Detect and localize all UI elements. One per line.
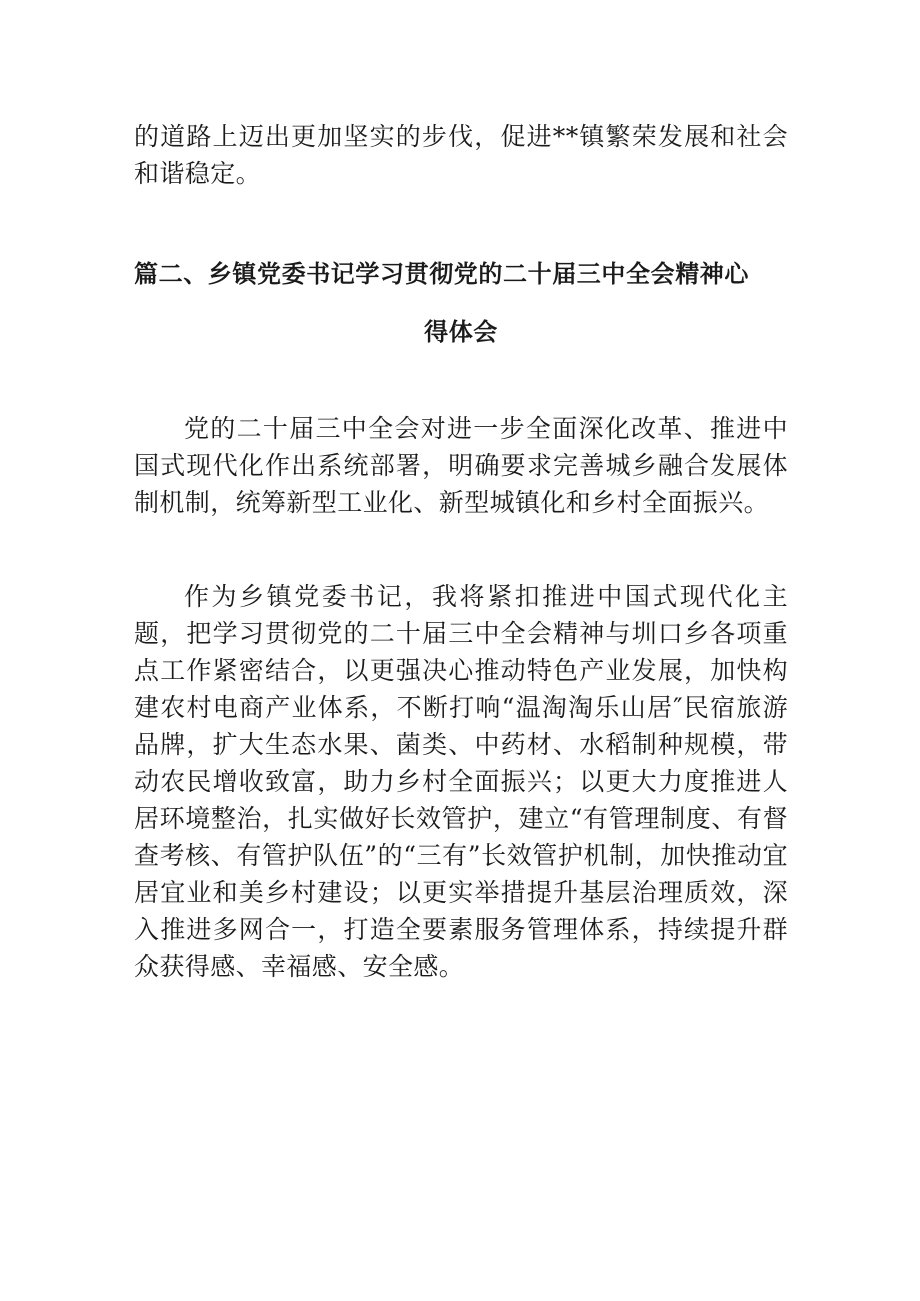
section-title-line-1: 篇二、乡镇党委书记学习贯彻党的二十届三中全会精神心	[134, 260, 749, 288]
continued-paragraph: 的道路上迈出更加坚实的步伐，促进**镇繁荣发展和社会和谐稳定。	[134, 122, 788, 188]
body-paragraph: 党的二十届三中全会对进一步全面深化改革、推进中国式现代化作出系统部署，明确要求完善城乡融合发展体制机制，统筹新型工业化、新型城镇化和乡村全面振兴。	[134, 414, 788, 517]
body-paragraph: 作为乡镇党委书记，我将紧扣推进中国式现代化主题，把学习贯彻党的二十届三中全会精神与圳口乡各项重点工作紧密结合，以更强决心推动特色产业发展，加快构建农村电商产业体系，不断打响“温淘淘乐山居″民宿旅游品牌，扩大生态水果、菌类、中药材、水稻制种规模，带动农民增收致富，助力乡村全面振兴；以更大力度推进人居环境整治，扎实做好长效管护，建立“有管理制度、有督查考核、有管护队伍”的“三有”长效管护机制，加快推动宜居宜业和美乡村建设；以更实举措提升基层治理质效，深入推进多网合一，打造全要素服务管理体系，持续提升群众获得感、幸福感、安全感。	[134, 582, 788, 981]
section-title-line-2: 得体会	[424, 318, 498, 346]
